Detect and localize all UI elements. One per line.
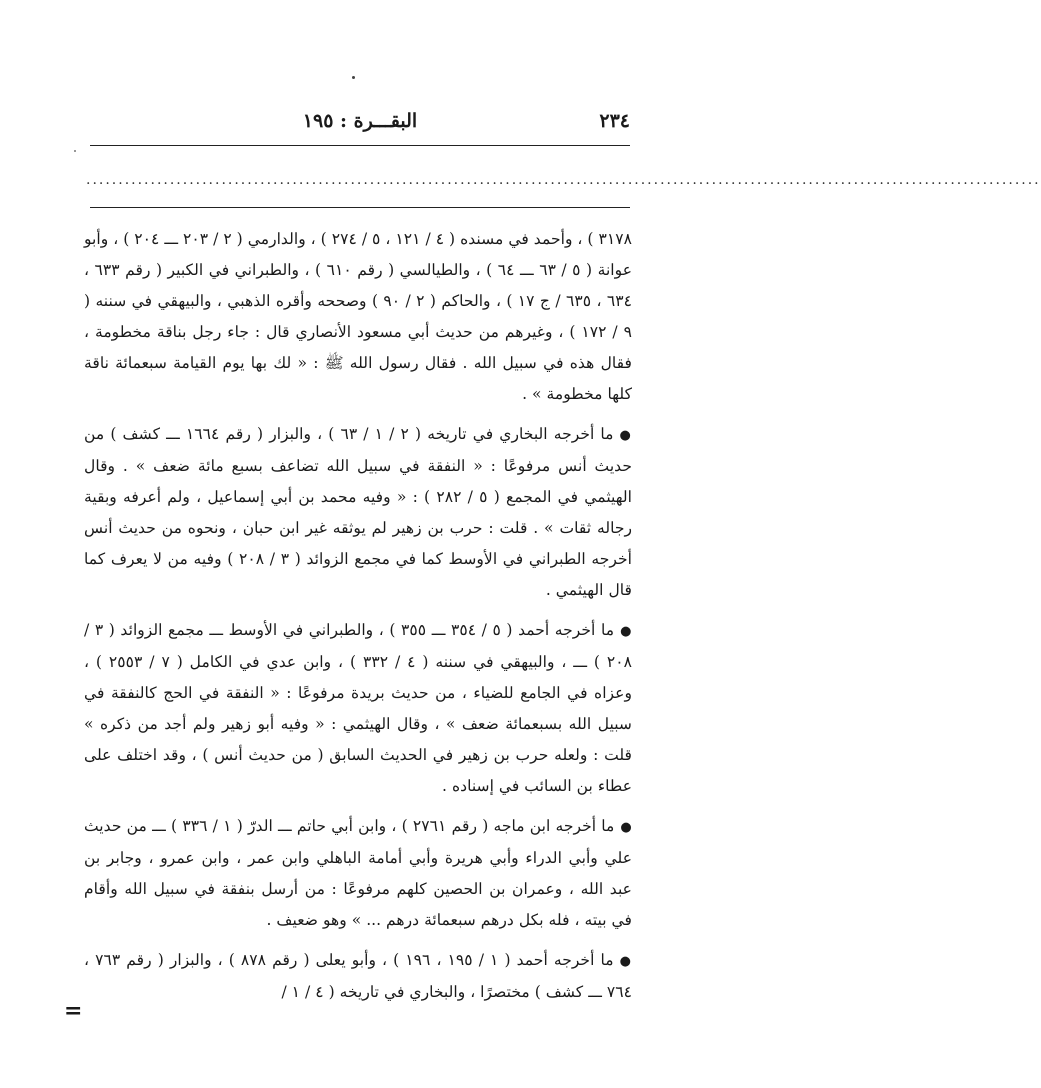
continuation-mark: = xyxy=(64,998,83,1024)
footnote-paragraph: ● ما أخرجه ابن ماجه ( رقم ٢٧٦١ ) ، وابن أبي حاتم ـــ الدرّ ( ١ / ٣٣٦ ) ـــ من حديث علي وأبي الدراء وأبي هريرة وأبي أمامة الباهلي وابن عمر ، وابن عمرو ، وجابر بن عبد الله ، وعمران بن الحصين كلهم مرفوعًا : من أرسل بنفقة في سبيل الله وأقام في بيته ، فله بكل درهم سبعمائة درهم ... » وهو ضعيف . xyxy=(84,811,632,936)
footnote-paragraph: ● ما أخرجه أحمد ( ١ / ١٩٥ ، ١٩٦ ) ، وأبو يعلى ( رقم ٨٧٨ ) ، والبزار ( رقم ٧٦٣ ، ٧٦٤ ـــ كشف ) مختصرًا ، والبخاري في تاريخه ( ٤ / ١ / xyxy=(84,945,632,1008)
page-header xyxy=(90,110,630,142)
header-rule xyxy=(90,145,630,146)
footnote-paragraph: ● ما أخرجه البخاري في تاريخه ( ٢ / ١ / ٦٣ ) ، والبزار ( رقم ١٦٦٤ ـــ كشف ) من حديث أنس مرفوعًا : « النفقة في سبيل الله تضاعف بسبع مائة ضعف » . وقال الهيثمي في المجمع ( ٥ / ٢٨٢ ) : « وفيه محمد بن أبي إسماعيل ، ولم أعرفه وبقية رجاله ثقات » . قلت : حرب بن زهير لم يوثقه غير ابن حبان ، ونحوه من حديث أنس أخرجه الطبراني في الأوسط كما في مجمع الزوائد ( ٣ / ٢٠٨ ) وفيه من لا يعرف كما قال الهيثمي . xyxy=(84,419,632,606)
footnotes-text xyxy=(84,224,632,1030)
decorative-dot xyxy=(74,150,76,152)
footnote-paragraph: ● ما أخرجه أحمد ( ٥ / ٣٥٤ ـــ ٣٥٥ ) ، والطبراني في الأوسط ـــ مجمع الزوائد ( ٣ / ٢٠٨ ) ـــ ، والبيهقي في سننه ( ٤ / ٣٣٢ ) ، وابن عدي في الكامل ( ٧ / ٢٥٥٣ ) ، وعزاه في الجامع للضياء ، من حديث بريدة مرفوعًا : « النفقة في الحج كالنفقة في سبيل الله بسبعمائة ضعف » ، وقال الهيثمي : « وفيه أبو زهير ولم أجد من ذكره » قلت : ولعله حرب بن زهير في الحديث السابق ( من حديث أنس ) ، وقد اختلف على عطاء بن السائب في إسناده . xyxy=(84,615,632,802)
running-title: البقـــرة : ١٩٥ xyxy=(302,110,418,132)
footnote-paragraph: ٣١٧٨ ) ، وأحمد في مسنده ( ٤ / ١٢١ ، ٥ / ٢٧٤ ) ، والدارمي ( ٢ / ٢٠٣ ـــ ٢٠٤ ) ، وأبو عوانة ( ٥ / ٦٣ ـــ ٦٤ ) ، والطيالسي ( رقم ٦١٠ ) ، والطبراني في الكبير ( رقم ٦٣٣ ، ٦٣٤ ، ٦٣٥ / ج ١٧ ) ، والحاكم ( ٢ / ٩٠ ) وصححه وأقره الذهبي ، والبيهقي في سننه ( ٩ / ١٧٢ ) ، وغيرهم من حديث أبي مسعود الأنصاري قال : جاء رجل بناقة مخطومة ، فقال هذه في سبيل الله . فقال رسول الله ﷺ : « لك بها يوم القيامة سبعمائة ناقة كلها مخطومة » . xyxy=(84,230,633,403)
decorative-dot xyxy=(352,76,355,79)
dotted-separator: .................................................................................................................................................... xyxy=(86,172,1041,188)
footnote-rule xyxy=(90,207,630,208)
page-number: ٢٣٤ xyxy=(599,110,630,132)
